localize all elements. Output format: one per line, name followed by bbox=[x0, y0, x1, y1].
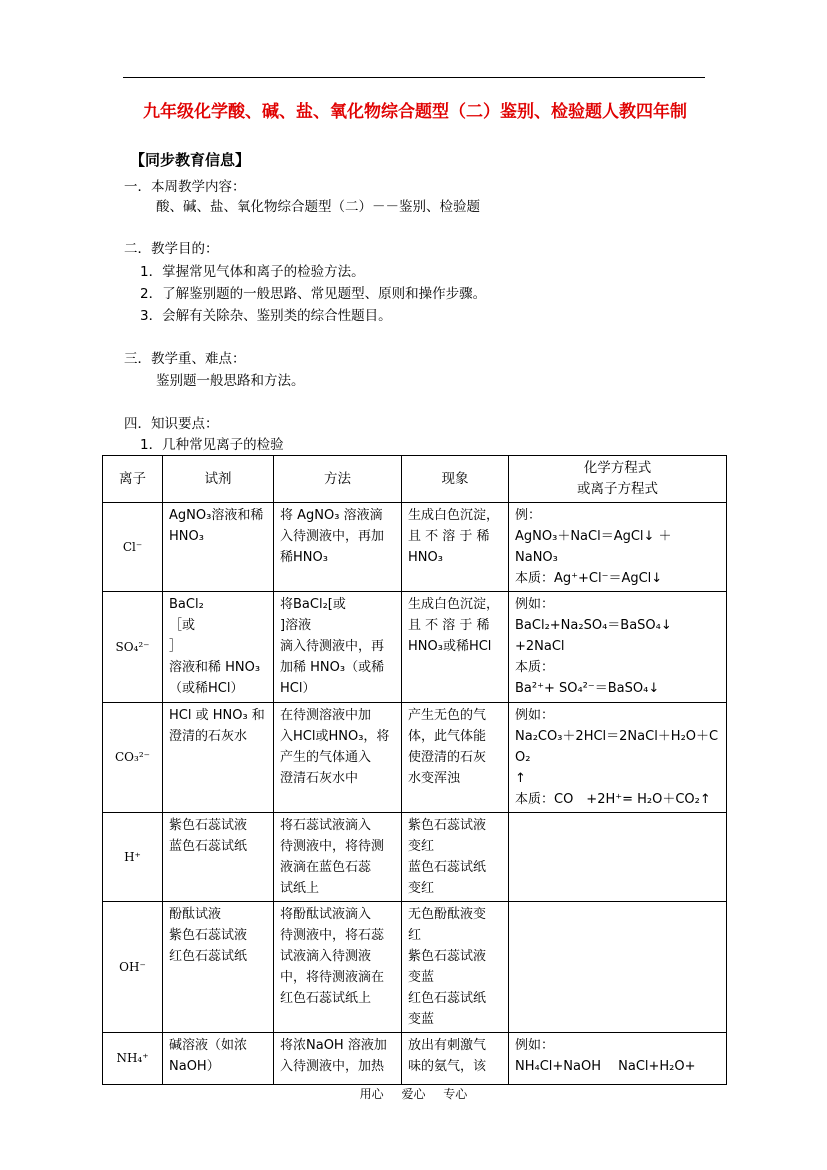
method-line: 澄清石灰水中 bbox=[280, 771, 359, 786]
ion-cell: NH₄⁺ bbox=[103, 1033, 163, 1085]
equation-line: +2NaCl bbox=[515, 639, 565, 654]
header-phenomenon: 现象 bbox=[402, 456, 509, 503]
phenomenon-line: 红 bbox=[408, 928, 422, 943]
section-1-content: 酸、碱、盐、氧化物综合题型（二）－－鉴别、检验题 bbox=[156, 199, 480, 215]
phenomenon-line: 产生无色的气 bbox=[408, 708, 487, 723]
reagent-line: 紫色石蕊试液 bbox=[169, 818, 248, 833]
reagent-line: NaOH） bbox=[169, 1059, 220, 1074]
method-line: 入HCl或HNO₃，将 bbox=[280, 729, 390, 744]
phenomenon-cell bbox=[402, 813, 509, 902]
method-line: 待测液中，将待测 bbox=[280, 839, 385, 854]
method-line: 中，将待测液滴在 bbox=[280, 970, 385, 985]
phenomenon-line: 无色酚酞液变 bbox=[408, 907, 487, 922]
section-2-heading: 二．教学目的： bbox=[124, 241, 219, 257]
phenomenon-cell bbox=[402, 902, 509, 1033]
method-line: 将BaCl₂[或 bbox=[280, 597, 346, 612]
section-4-subheading: 1．几种常见离子的检验 bbox=[140, 437, 284, 453]
header-ion: 离子 bbox=[103, 456, 163, 503]
reagent-line: 紫色石蕊试液 bbox=[169, 928, 248, 943]
equation-line: 例如： bbox=[515, 597, 555, 612]
method-line: 将 AgNO₃ 溶液滴 bbox=[280, 508, 383, 523]
method-line: 在待测溶液中加 bbox=[280, 708, 372, 723]
equation-line: Na₂CO₃＋2HCl＝2NaCl＋H₂O＋CO₂ bbox=[515, 729, 719, 765]
reagent-line: 澄清的石灰水 bbox=[169, 729, 248, 744]
equation-cell bbox=[509, 503, 727, 592]
phenomenon-line: 且 不 溶 于 稀 bbox=[408, 529, 490, 544]
method-cell bbox=[274, 902, 402, 1033]
phenomenon-line: HNO₃或稀HCl bbox=[408, 639, 492, 654]
phenomenon-cell bbox=[402, 503, 509, 592]
phenomenon-line: 红色石蕊试纸 bbox=[408, 991, 487, 1006]
section-3-content: 鉴别题一般思路和方法。 bbox=[156, 373, 305, 389]
phenomenon-line: 生成白色沉淀， bbox=[408, 597, 500, 612]
phenomenon-line: 变红 bbox=[408, 881, 435, 896]
reagent-cell bbox=[163, 813, 274, 902]
equation-cell bbox=[509, 813, 727, 902]
header-equation-line2: 或离子方程式 bbox=[577, 481, 658, 497]
ion-cell: Cl⁻ bbox=[103, 503, 163, 592]
header-equation-line1: 化学方程式 bbox=[583, 460, 652, 476]
method-line: 将浓NaOH 溶液加 bbox=[280, 1038, 387, 1053]
reagent-line: 红色石蕊试纸 bbox=[169, 949, 248, 964]
method-line: 试纸上 bbox=[280, 881, 320, 896]
reagent-cell bbox=[163, 902, 274, 1033]
ion-cell: SO₄²⁻ bbox=[103, 592, 163, 703]
equation-line: Ba²⁺+ SO₄²⁻＝BaSO₄↓ bbox=[515, 681, 660, 696]
ion-cell: OH⁻ bbox=[103, 902, 163, 1033]
phenomenon-line: 放出有刺激气 bbox=[408, 1038, 487, 1053]
method-line: ]溶液 bbox=[280, 618, 312, 633]
phenomenon-line: 紫色石蕊试液 bbox=[408, 818, 487, 833]
method-cell bbox=[274, 503, 402, 592]
reagent-line: 蓝色石蕊试纸 bbox=[169, 839, 248, 854]
method-line: 滴入待测液中，再 bbox=[280, 639, 385, 654]
header-method: 方法 bbox=[274, 456, 402, 503]
equation-line: BaCl₂+Na₂SO₄＝BaSO₄↓ bbox=[515, 618, 672, 633]
reagent-cell bbox=[163, 503, 274, 592]
equation-line: AgNO₃＋NaCl＝AgCl↓ ＋ bbox=[515, 529, 672, 544]
equation-line: NH₄Cl+NaOH NaCl+H₂O+ bbox=[515, 1059, 696, 1074]
method-cell bbox=[274, 592, 402, 703]
reagent-cell bbox=[163, 703, 274, 813]
equation-cell bbox=[509, 592, 727, 703]
method-cell bbox=[274, 813, 402, 902]
phenomenon-line: 变红 bbox=[408, 839, 435, 854]
table-row bbox=[103, 813, 727, 902]
table-row bbox=[103, 703, 727, 813]
ion-cell: CO₃²⁻ bbox=[103, 703, 163, 813]
phenomenon-line: 味的氨气，该 bbox=[408, 1059, 487, 1074]
method-line: 加稀 HNO₃（或稀 bbox=[280, 660, 385, 675]
table-row bbox=[103, 503, 727, 592]
reagent-line: ］ bbox=[169, 639, 183, 654]
section-2-item: 2．了解鉴别题的一般思路、常见题型、原则和操作步骤。 bbox=[140, 286, 487, 302]
phenomenon-line: 变蓝 bbox=[408, 970, 435, 985]
method-line: 产生的气体通入 bbox=[280, 750, 372, 765]
reagent-line: HNO₃ bbox=[169, 529, 204, 544]
document-title: 九年级化学酸、碱、盐、氧化物综合题型（二）鉴别、检验题人教四年制 bbox=[143, 102, 687, 122]
equation-line: ↑ bbox=[515, 771, 526, 786]
method-line: HCl） bbox=[280, 681, 316, 696]
method-line: 将酚酞试液滴入 bbox=[280, 907, 372, 922]
method-line: 待测液中，将石蕊 bbox=[280, 928, 385, 943]
equation-cell bbox=[509, 1033, 727, 1085]
method-line: 液滴在蓝色石蕊 bbox=[280, 860, 372, 875]
method-line: 红色石蕊试纸上 bbox=[280, 991, 372, 1006]
method-line: 试液滴入待测液 bbox=[280, 949, 372, 964]
phenomenon-line: 使澄清的石灰 bbox=[408, 750, 487, 765]
equation-line: 本质： bbox=[515, 660, 555, 675]
equation-cell bbox=[509, 703, 727, 813]
page-footer: 用心 爱心 专心 bbox=[359, 1087, 468, 1101]
phenomenon-line: 紫色石蕊试液 bbox=[408, 949, 487, 964]
phenomenon-cell bbox=[402, 703, 509, 813]
reagent-line: AgNO₃溶液和稀 bbox=[169, 508, 264, 523]
equation-line: 例如： bbox=[515, 708, 555, 723]
equation-cell bbox=[509, 902, 727, 1033]
equation-line: NaNO₃ bbox=[515, 550, 558, 565]
method-cell bbox=[274, 703, 402, 813]
reagent-line: 碱溶液（如浓 bbox=[169, 1038, 248, 1053]
header-reagent: 试剂 bbox=[163, 456, 274, 503]
section-3-heading: 三．教学重、难点： bbox=[124, 351, 246, 367]
method-line: 入待测液中，再加 bbox=[280, 529, 385, 544]
section-2-item: 3．会解有关除杂、鉴别类的综合性题目。 bbox=[140, 308, 392, 324]
table-row bbox=[103, 592, 727, 703]
method-line: 稀HNO₃ bbox=[280, 550, 328, 565]
reagent-line: （或稀HCl） bbox=[169, 681, 244, 696]
phenomenon-line: 变蓝 bbox=[408, 1012, 435, 1027]
reagent-line: ［或 bbox=[169, 618, 196, 633]
equation-line: 例如： bbox=[515, 1038, 555, 1053]
reagent-line: BaCl₂ bbox=[169, 597, 204, 612]
ion-cell: H⁺ bbox=[103, 813, 163, 902]
section-4-heading: 四．知识要点： bbox=[124, 416, 219, 432]
header-equation bbox=[509, 456, 727, 503]
section-label: 【同步教育信息】 bbox=[130, 151, 251, 169]
reagent-line: 酚酞试液 bbox=[169, 907, 222, 922]
equation-line: 例： bbox=[515, 508, 542, 523]
phenomenon-line: 水变浑浊 bbox=[408, 771, 461, 786]
section-1-heading: 一．本周教学内容： bbox=[124, 179, 246, 195]
method-cell bbox=[274, 1033, 402, 1085]
phenomenon-cell bbox=[402, 592, 509, 703]
section-2-item: 1．掌握常见气体和离子的检验方法。 bbox=[140, 264, 365, 280]
header-rule bbox=[123, 77, 705, 78]
reagent-cell bbox=[163, 1033, 274, 1085]
equation-line: 本质：Ag⁺+Cl⁻＝AgCl↓ bbox=[515, 571, 663, 586]
equation-line: 本质：CO +2H⁺= H₂O＋CO₂↑ bbox=[515, 792, 711, 807]
ion-test-table bbox=[102, 455, 727, 1085]
reagent-cell bbox=[163, 592, 274, 703]
phenomenon-line: 蓝色石蕊试纸 bbox=[408, 860, 487, 875]
reagent-line: HCl 或 HNO₃ 和 bbox=[169, 708, 265, 723]
method-line: 将石蕊试液滴入 bbox=[280, 818, 372, 833]
phenomenon-line: HNO₃ bbox=[408, 550, 443, 565]
phenomenon-line: 且 不 溶 于 稀 bbox=[408, 618, 490, 633]
phenomenon-line: 体，此气体能 bbox=[408, 729, 487, 744]
phenomenon-line: 生成白色沉淀， bbox=[408, 508, 500, 523]
phenomenon-cell bbox=[402, 1033, 509, 1085]
table-header-row bbox=[103, 456, 727, 503]
method-line: 入待测液中，加热 bbox=[280, 1059, 385, 1074]
table-row bbox=[103, 1033, 727, 1085]
reagent-line: 溶液和稀 HNO₃ bbox=[169, 660, 261, 675]
table-row bbox=[103, 902, 727, 1033]
